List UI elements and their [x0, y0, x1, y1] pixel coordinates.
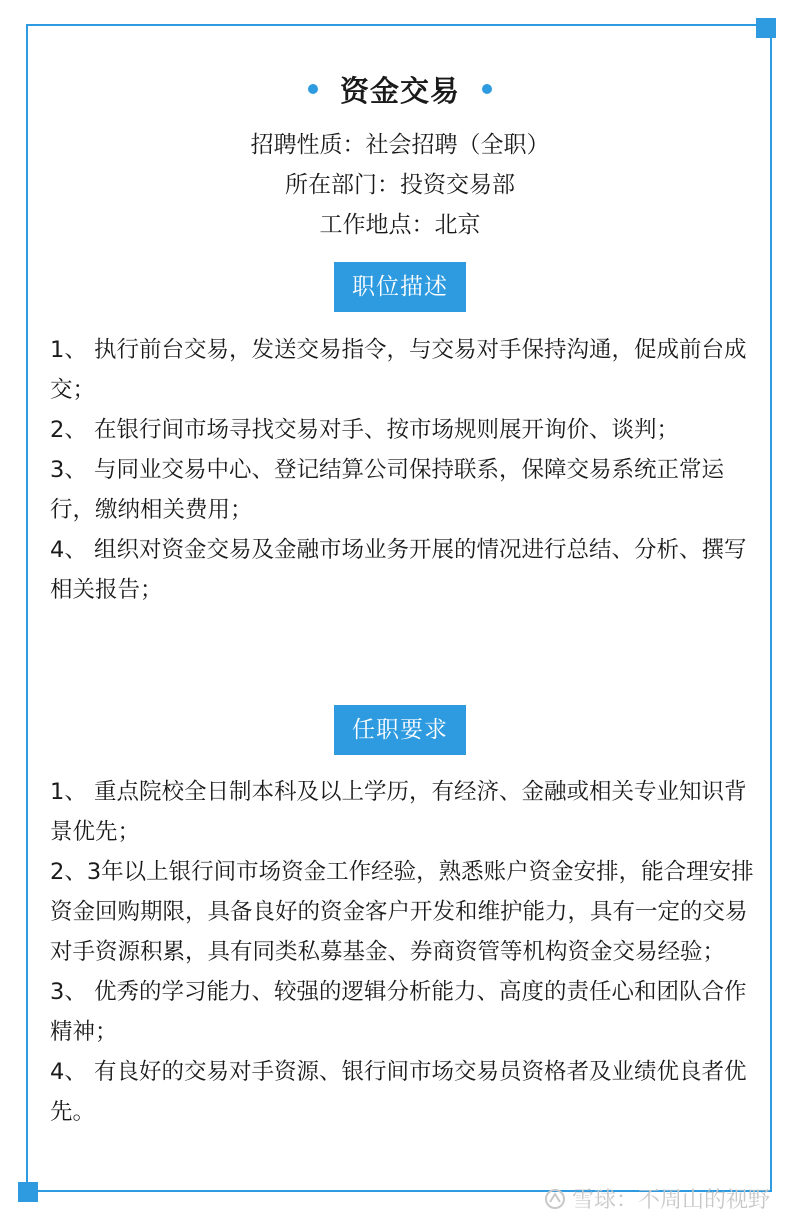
page-title: 资金交易 [339, 73, 460, 108]
watermark [544, 1183, 770, 1214]
section-badge-job-description: 职位描述 [334, 262, 466, 312]
department: 所在部门：投资交易部 [285, 172, 515, 198]
list-item: 1、 执行前台交易，发送交易指令，与交易对手保持沟通，促成前台成交； [50, 337, 747, 403]
list-item: 2、3年以上银行间市场资金工作经验，熟悉账户资金安排，能合理安排资金回购期限，具备良好的资金客户开发和维护能力，具有一定的交易对手资源积累，具有同类私募基金、券商资管等机构资金交易经验； [50, 859, 754, 965]
section-badge-requirements: 任职要求 [334, 705, 466, 755]
frame-corner-bottom-left [18, 1182, 38, 1202]
title-row [0, 66, 800, 112]
list-item: 4、 组织对资金交易及金融市场业务开展的情况进行总结、分析、撰写相关报告； [50, 537, 747, 603]
list-item: 4、 有良好的交易对手资源、银行间市场交易员资格者及业绩优良者优先。 [50, 1059, 747, 1125]
list-item: 2、 在银行间市场寻找交易对手、按市场规则展开询价、谈判； [50, 417, 679, 443]
list-item: 3、 与同业交易中心、登记结算公司保持联系，保障交易系统正常运行，缴纳相关费用； [50, 457, 724, 523]
title-dot-left-icon [308, 84, 318, 94]
work-location: 工作地点：北京 [319, 212, 481, 238]
recruit-nature: 招聘性质：社会招聘（全职） [250, 132, 550, 158]
title-dot-right-icon [482, 84, 492, 94]
requirements-list [50, 772, 760, 1132]
job-description-list [50, 330, 760, 610]
xueqiu-logo-icon [544, 1188, 566, 1210]
watermark-text: 雪球：不周山的视野 [571, 1188, 770, 1213]
list-item: 3、 优秀的学习能力、较强的逻辑分析能力、高度的责任心和团队合作精神； [50, 979, 747, 1045]
frame-corner-top-right [756, 18, 776, 38]
list-item: 1、 重点院校全日制本科及以上学历，有经济、金融或相关专业知识背景优先； [50, 779, 747, 845]
